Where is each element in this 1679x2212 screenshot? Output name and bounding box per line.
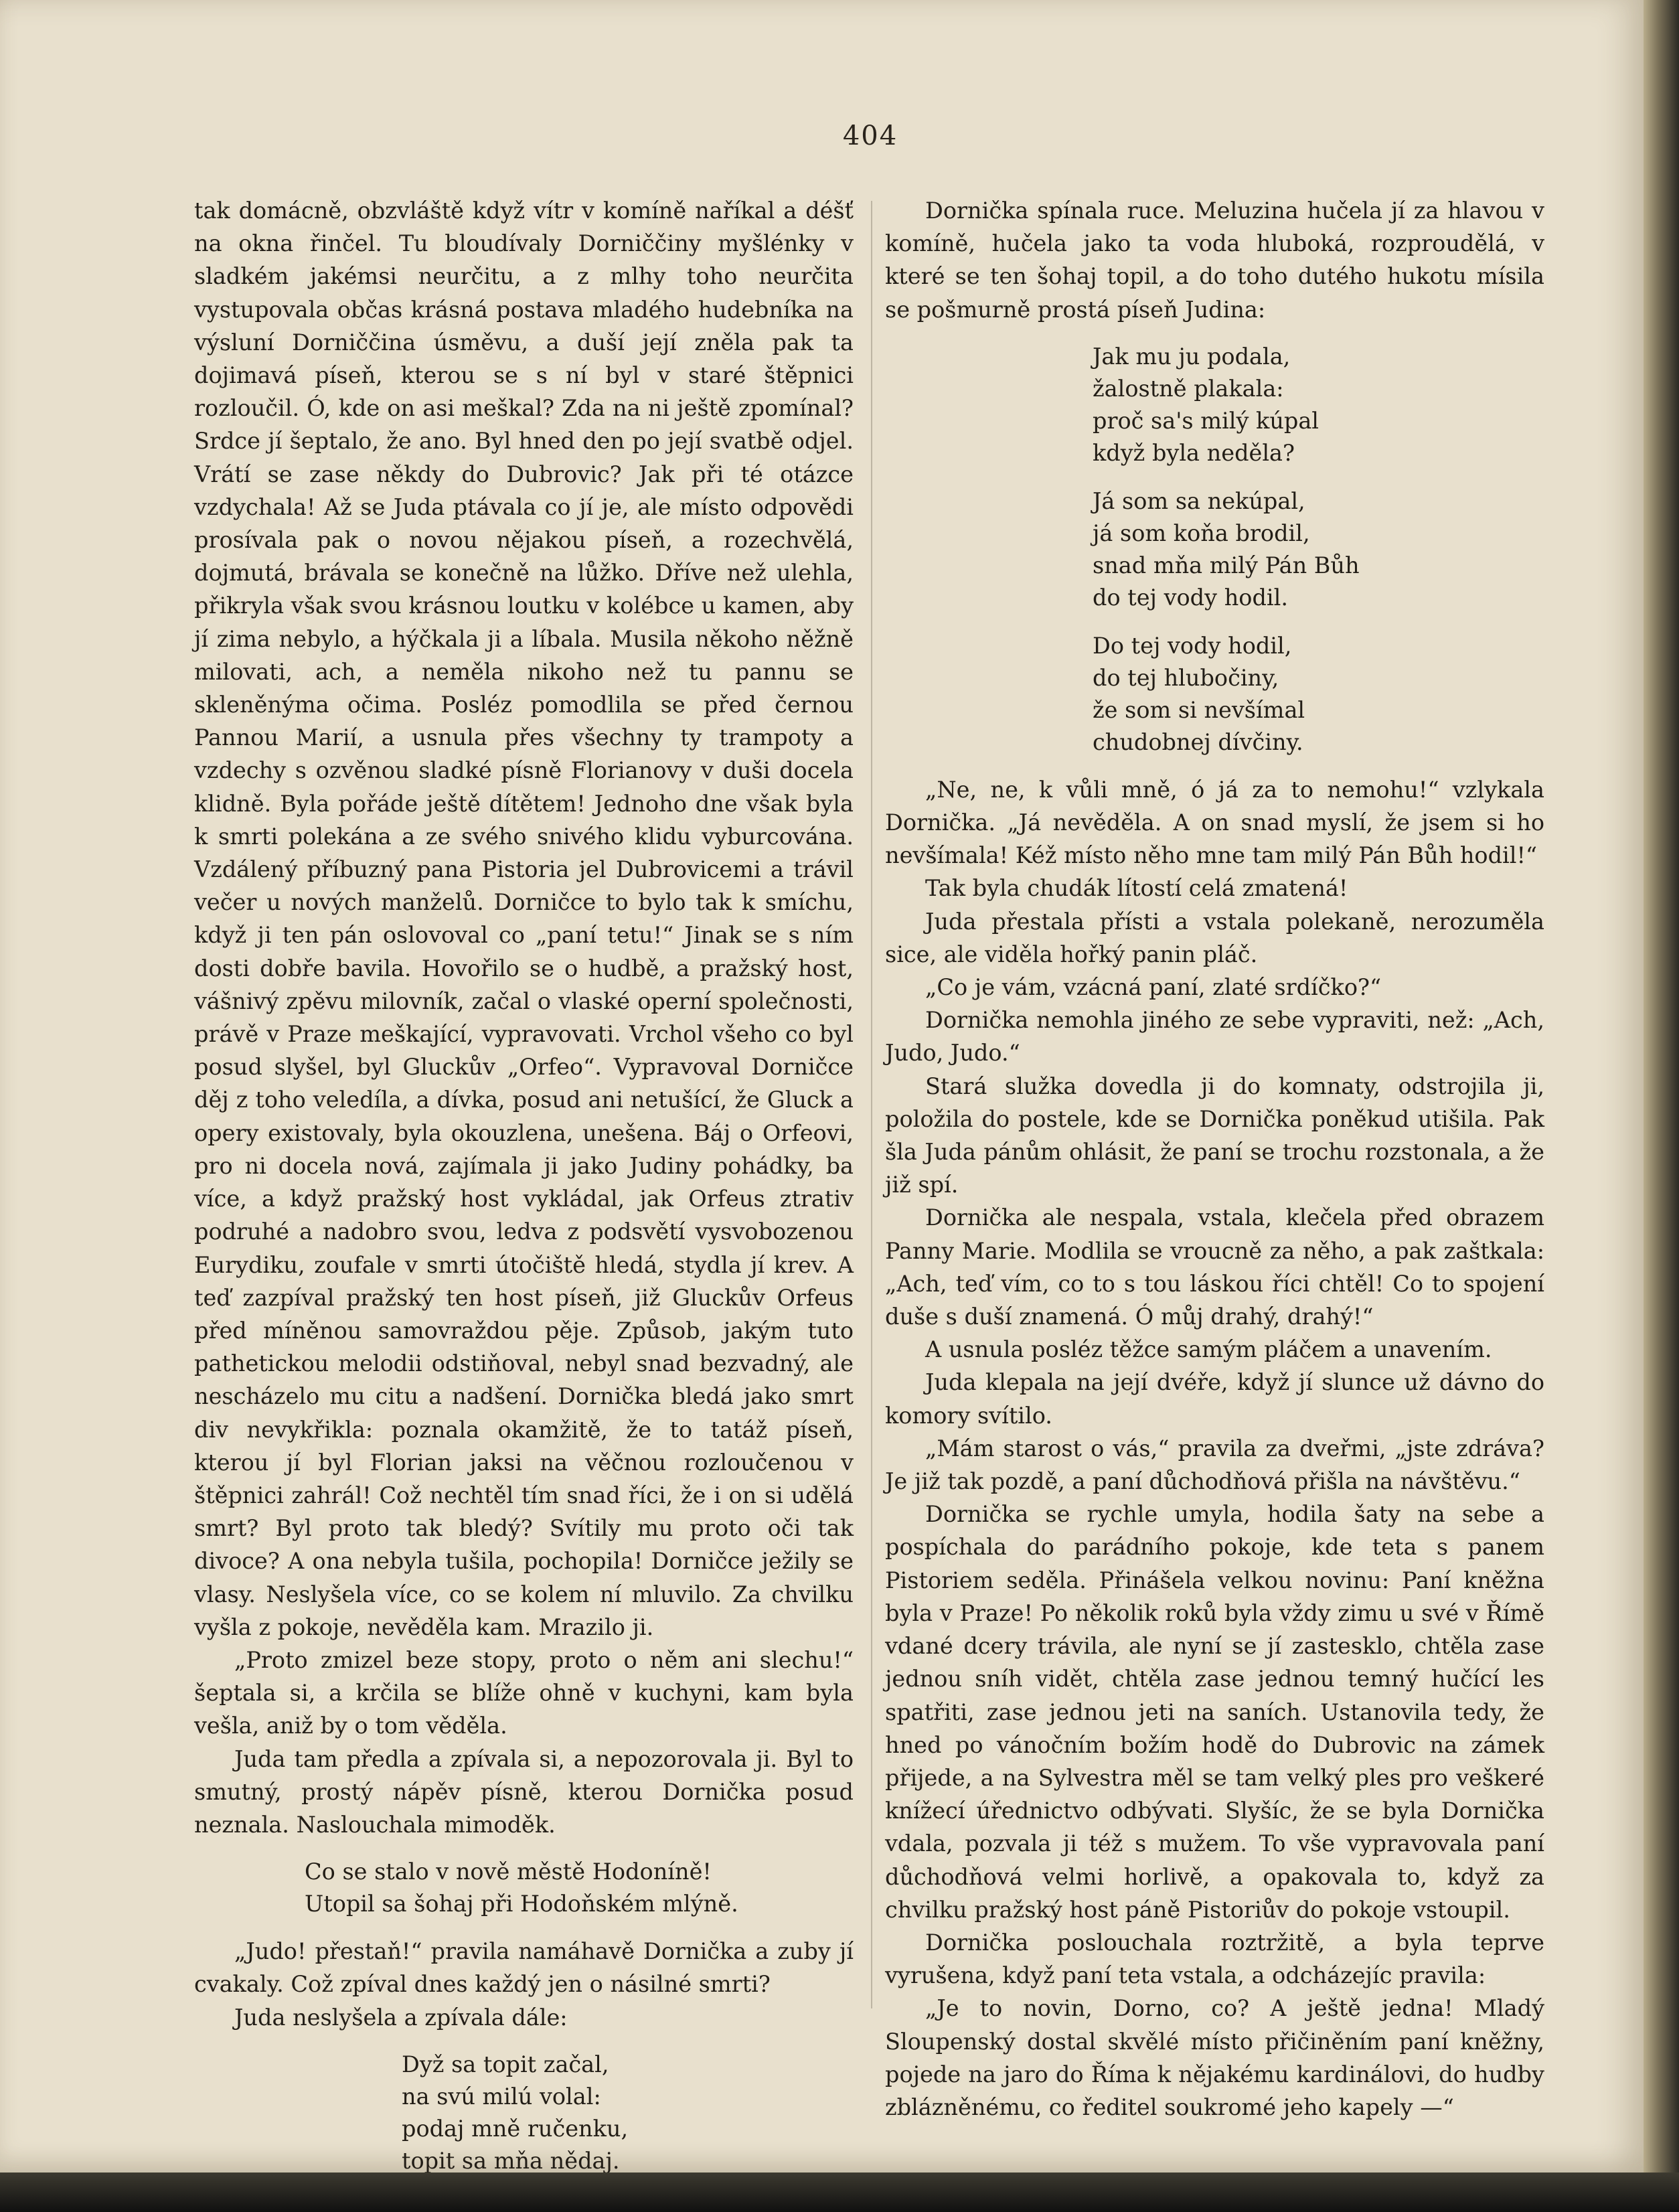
left-column [194, 194, 854, 2172]
column-divider [871, 201, 872, 2008]
verse-line: že som si nevšímal [1093, 696, 1305, 723]
verse-line: já som koňa brodil, [1093, 520, 1310, 546]
scan-border [0, 2172, 1679, 2212]
paragraph: Juda tam předla a zpívala si, a nepozorovala ji. Byl to smutný, prostý nápěv písně, kterou Dornička posud neznala. Naslouchala mimoděk. [194, 1745, 854, 1838]
verse-line: proč sa's milý kúpal [1093, 407, 1320, 434]
verse-line: když byla neděla? [1093, 439, 1295, 466]
verse-line: podaj mně ručenku, [402, 2115, 629, 2142]
paragraph: Dornička poslouchala roztržitě, a byla teprve vyrušena, když paní teta vstala, a odcházejíc pravila: [885, 1929, 1544, 1989]
paragraph: Dornička se rychle umyla, hodila šaty na sebe a pospíchala do parádního pokoje, kde teta s panem Pistoriem seděla. Přinášela velkou novinu: Paní kněžna byla v Praze! Po několik roků byla vždy zimu u své v Římě vdané dcery trávila, ale nyní se jí zastesklo, chtěla zase jednou sníh vidět, chtěla zase jednou temný hučící les spatřiti, zase jednou jeti na saních. Ustanovila tedy, že hned po vánočním božím hodě do Dubrovic na zámek přijede, a na Sylvestra měl se tam velký ples pro veškeré knížecí úřednictvo odbývati. Slyšíc, že se byla Dornička vdala, pozvala ji též s mužem. To vše vypravovala paní důchodňová velmi horlivě, a opakovala to, když za chvilku pražský host páně Pistoriův do pokoje vstoupil. [885, 1501, 1544, 1923]
verse-line: snad mňa milý Pán Bůh [1093, 552, 1360, 578]
song-verse [194, 2049, 854, 2172]
verse-line: Co se stalo v nově městě Hodoníně! [305, 1859, 712, 1885]
paragraph: Juda přestala přísti a vstala polekaně, nerozuměla sice, ale viděla hořký panin pláč. [885, 908, 1544, 967]
verse-line: na svú milú volal: [402, 2083, 601, 2110]
paragraph: „Mám starost o vás,“ pravila za dveřmi, „jste zdráva? Je již tak pozdě, a paní důchodňová přišla na návštěvu.“ [885, 1435, 1544, 1495]
verse-line: Do tej vody hodil, [1093, 632, 1292, 659]
paragraph: Dornička nemohla jiného ze sebe vypraviti, než: „Ach, Judo, Judo.“ [885, 1007, 1544, 1066]
page-number: 404 [842, 121, 898, 151]
book-edge [1644, 0, 1679, 2212]
right-column [885, 194, 1544, 2124]
verse-line: Já som sa nekúpal, [1093, 487, 1305, 514]
paragraph: „Co je vám, vzácná paní, zlaté srdíčko?“ [925, 974, 1382, 1001]
song-verse [194, 1856, 854, 1920]
verse-line: Utopil sa šohaj při Hodoňském mlýně. [305, 1891, 738, 1917]
verse-line: do tej vody hodil. [1093, 584, 1288, 611]
paragraph: „Je to novin, Dorno, co? A ještě jedna! Mladý Sloupenský dostal skvělé místo přičiněním paní kněžny, pojede na jaro do Říma k nějakému kardinálovi, do hudby zblázněnému, co ředitel soukromé jeho kapely —“ [885, 1995, 1544, 2120]
verse-line: Dyž sa topit začal, [402, 2051, 609, 2077]
paragraph: A usnula posléz těžce samým pláčem a unavením. [925, 1336, 1492, 1363]
paragraph: Stará služka dovedla ji do komnaty, odstrojila ji, položila do postele, kde se Dornička poněkud utišila. Pak šla Juda pánům ohlásit, že paní se trochu rozstonala, a že již spí. [885, 1073, 1544, 1198]
paragraph: Juda klepala na její dvéře, když jí slunce už dávno do komory svítilo. [885, 1369, 1544, 1429]
verse-line: Jak mu ju podala, [1093, 343, 1291, 370]
paragraph: „Ne, ne, k vůli mně, ó já za to nemohu!“ vzlykala Dornička. „Já nevěděla. A on snad myslí, že jsem si ho nevšímala! Kéž místo něho mne tam milý Pán Bůh hodil!“ [885, 776, 1544, 869]
paragraph: „Judo! přestaň!“ pravila namáhavě Dornička a zuby jí cvakaly. Což zpíval dnes každý jen o násilné smrti? [194, 1938, 854, 1998]
verse-line: žalostně plakala: [1093, 375, 1284, 402]
verse-line: topit sa mňa nědaj. [402, 2147, 620, 2172]
paragraph: Dornička spínala ruce. Meluzina hučela jí za hlavou v komíně, hučela jako ta voda hluboká, rozproudělá, v které se ten šohaj topil, a do toho dutého hukotu mísila se pošmurně prostá píseň Judina: [885, 198, 1544, 323]
paragraph: Dornička ale nespala, vstala, klečela před obrazem Panny Marie. Modlila se vroucně za něho, a pak zaštkala: „Ach, teď vím, co to s tou láskou říci chtěl! Co to spojení duše s duší znamená. Ó můj drahý, drahý!“ [885, 1204, 1544, 1330]
paragraph: Tak byla chudák lítostí celá zmatená! [925, 875, 1348, 902]
verse-line: chudobnej dívčiny. [1093, 728, 1303, 755]
paragraph: Juda neslyšela a zpívala dále: [234, 2004, 568, 2031]
song-verse [885, 341, 1544, 759]
paragraph: „Proto zmizel beze stopy, proto o něm ani slechu!“ šeptala si, a krčila se blíže ohně v kuchyni, kam byla vešla, aniž by o tom věděla. [194, 1646, 854, 1739]
verse-line: do tej hlubočiny, [1093, 664, 1279, 691]
paragraph: tak domácně, obzvláště když vítr v komíně naříkal a déšť na okna řinčel. Tu bloudívaly Dorniččiny myšlénky v sladkém jakémsi neurčitu, a z mlhy toho neurčita vystupovala občas krásná postava mladého hudebníka na výsluní Dorniččina úsměvu, a duší její zněla pak ta dojimavá píseň, kterou se s ní byl v staré štěpnici rozloučil. Ó, kde on asi meškal? Zda na ni ještě zpomínal? Srdce jí šeptalo, že ano. Byl hned den po její svatbě odjel. Vrátí se zase někdy do Dubrovic? Jak při té otázce vzdychala! Až se Juda ptávala co jí je, ale místo odpovědi prosívala pak o novou nějakou píseň, a rozechvělá, dojmutá, brávala se konečně na lůžko. Dříve než ulehla, přikryla však svou krásnou loutku v kolébce u kamen, aby jí zima nebylo, a hýčkala ji a líbala. Musila někoho něžně milovati, ach, a neměla nikoho než tu pannu se skleněnýma očima. Posléz pomodlila se před černou Pannou Marií, a usnula přes všechny ty trampoty a vzdechy s ozvěnou sladké písně Florianovy v duši docela klidně. Byla pořáde ještě dítětem! Jednoho dne však byla k smrti polekána a ze svého snivého klidu vyburcována. Vzdálený příbuzný pana Pistoria jel Dubrovicemi a trávil večer u nových manželů. Dorničce to bylo tak k smíchu, když ji ten pán oslovoval co „paní tetu!“ Jinak se s ním dosti dobře bavila. Hovořilo se o hudbě, a pražský host, vášnivý zpěvu milovník, začal o vlaské operní společnosti, právě v Praze meškající, vypravovati. Vrchol všeho co byl posud slyšel, byl Gluckův „Orfeo“. Vypravoval Dorničce děj z toho veledíla, a dívka, posud ani netušící, že Gluck a opery existovaly, byla okouzlena, unešena. Báj o Orfeovi, pro ni docela nová, zajímala ji jako Judiny pohádky, ba více, a když pražský host vykládal, jak Orfeus ztrativ podruhé a nadobro svou, ledva z podsvětí vysvobozenou Eurydiku, zoufale v smrti útočiště hledá, stydla jí krev. A teď zazpíval pražský ten host píseň, již Gluckův Orfeus před míněnou samovraždou pěje. Způsob, jakým tuto pathetickou melodii odstiňoval, nebyl snad bezvadný, ale nescházelo mu citu a nadšení. Dornička bledá jako smrt div nevykřikla: poznala okamžitě, že to tatáž píseň, kterou jí byl Florian jaksi na věčnou rozloučenou v štěpnici zahrál! Což nechtěl tím snad říci, že i on si udělá smrt? Byl proto tak bledý? Svítily mu proto oči tak divoce? A ona nebyla tušila, pochopila! Dorničce ježily se vlasy. Neslyšela více, co se kolem ní mluvilo. Za chvilku vyšla z pokoje, nevěděla kam. Mrazilo ji. [194, 198, 854, 1640]
